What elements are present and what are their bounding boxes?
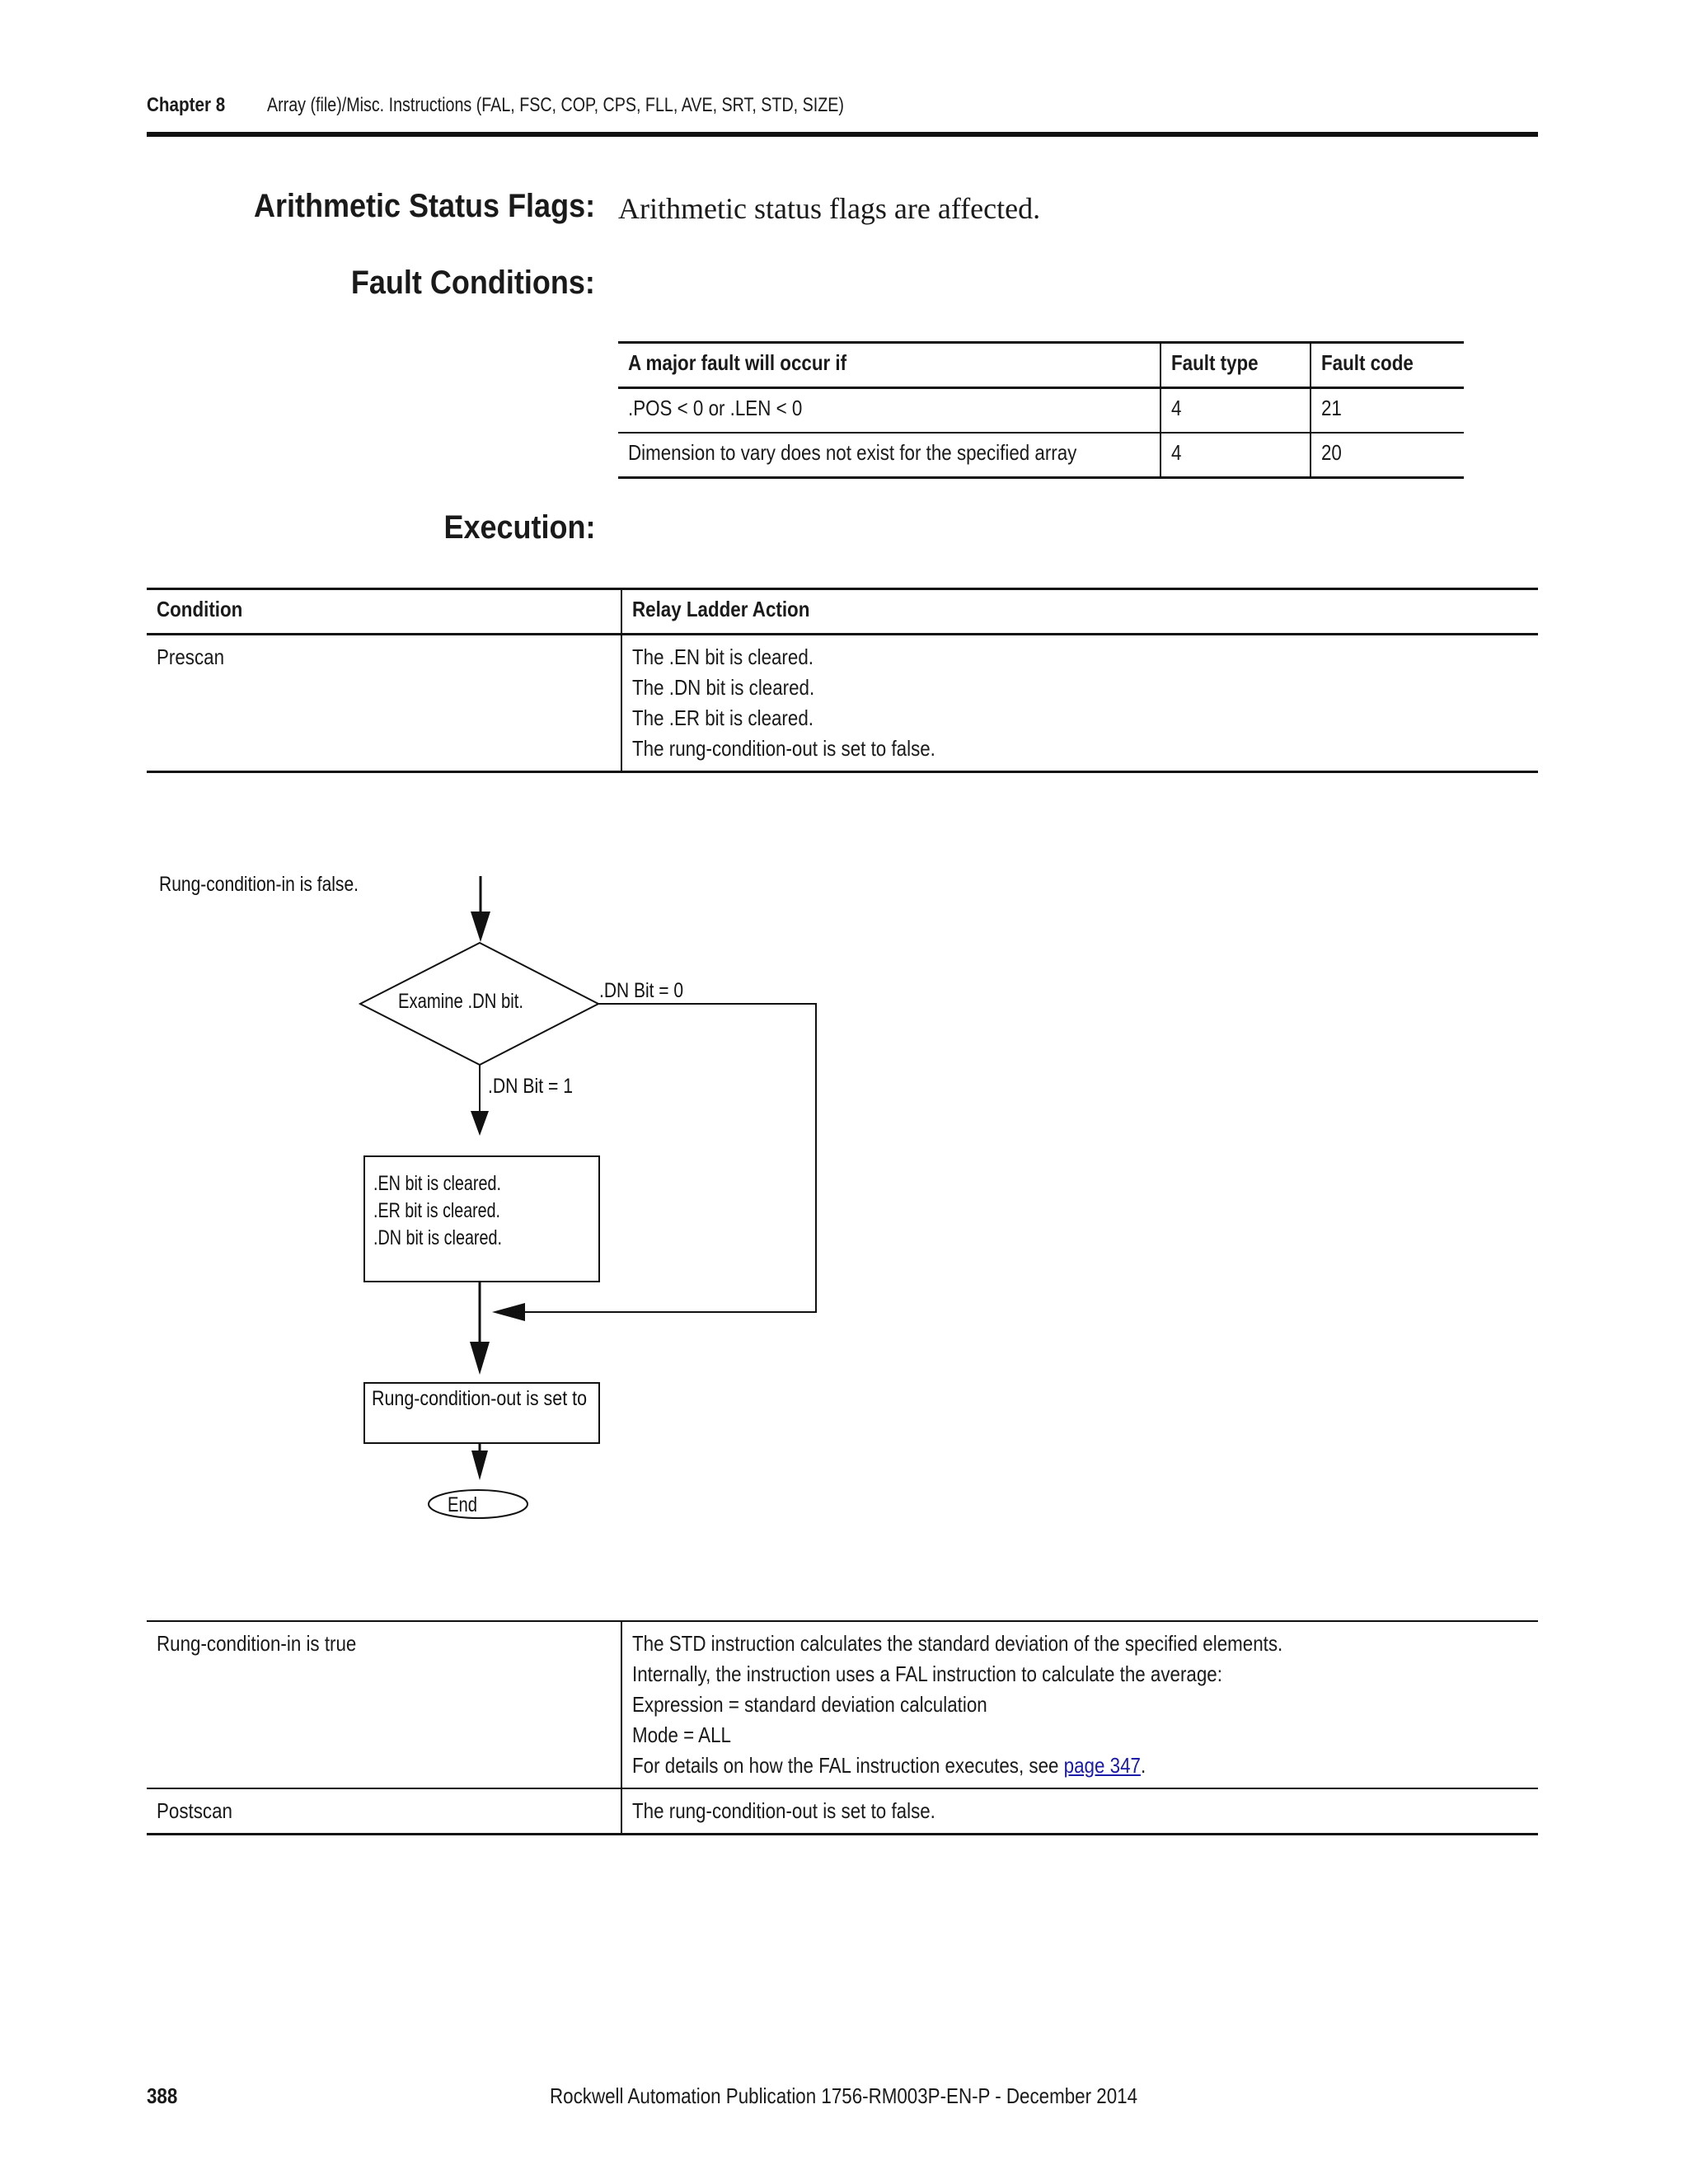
fault-col-header: A major fault will occur if (618, 343, 1160, 388)
table-row (147, 1621, 1538, 1788)
flow-branch-no: .DN Bit = 0 (599, 979, 683, 1002)
condition-cell: Postscan (157, 1798, 232, 1823)
execution-heading: Execution: (443, 509, 595, 546)
arrowhead-icon (471, 1111, 489, 1136)
flow-start-label: Rung-condition-in is false. (159, 873, 359, 896)
flow-end-terminator (429, 1490, 528, 1518)
condition-cell: Prescan (157, 644, 225, 669)
page-347-link[interactable]: page 347 (1063, 1753, 1141, 1778)
fault-col-header: Fault code (1311, 343, 1464, 388)
fault-cell: .POS < 0 or .LEN < 0 (618, 388, 1160, 434)
arrowhead-icon (470, 1342, 490, 1375)
flow-output-label: Rung-condition-out is set to (372, 1387, 587, 1410)
fault-cell: 4 (1160, 388, 1311, 434)
flow-decision-label: Examine .DN bit. (398, 990, 523, 1013)
action-cell: The .EN bit is cleared. The .DN bit is cleared. The .ER bit is cleared. The rung-condition-out is set to false. (621, 635, 1538, 772)
details-text: For details on how the FAL instruction executes, see (632, 1753, 1064, 1778)
publication-info: Rockwell Automation Publication 1756-RM003P-EN-P - December 2014 (550, 2083, 1138, 2108)
arrowhead-icon (492, 1303, 525, 1321)
fault-col-header: Fault type (1160, 343, 1311, 388)
chapter-title: Array (file)/Misc. Instructions (FAL, FSC, COP, CPS, FLL, AVE, SRT, STD, SIZE) (267, 94, 844, 116)
page-number: 388 (147, 2083, 178, 2108)
fault-cell: 20 (1311, 433, 1464, 478)
action-cell: The rung-condition-out is set to false. (621, 1788, 1538, 1835)
table-row (147, 1788, 1538, 1835)
execution-table-continued (147, 1620, 1538, 1835)
details-suffix: . (1140, 1753, 1146, 1778)
chapter-label: Chapter 8 (147, 94, 226, 116)
arith-heading: Arithmetic Status Flags: (253, 188, 595, 224)
fault-cell: 4 (1160, 433, 1311, 478)
action-cell: The STD instruction calculates the standard deviation of the specified elements. Internally, the instruction uses a FAL instruction to calculate the average: Expression = standard deviation calculation Mode = ALL For details on how the FAL instruction executes, see page 347. (621, 1621, 1538, 1788)
fault-heading: Fault Conditions: (351, 265, 595, 301)
flow-process-line: .ER bit is cleared. (373, 1199, 500, 1222)
flow-process-line: .DN bit is cleared. (373, 1226, 502, 1249)
arrowhead-icon (471, 1451, 488, 1480)
arith-text: Arithmetic status flags are affected. (618, 192, 1041, 225)
flow-process-line: .EN bit is cleared. (373, 1172, 501, 1195)
fault-cell: 21 (1311, 388, 1464, 434)
execution-col-header: Relay Ladder Action (621, 589, 1538, 635)
arrowhead-icon (471, 912, 490, 942)
condition-cell: Rung-condition-in is true (147, 1621, 621, 1788)
fault-cell: Dimension to vary does not exist for the specified array (628, 440, 1077, 465)
flow-branch-yes: .DN Bit = 1 (488, 1075, 573, 1098)
flow-end-label: End (448, 1493, 477, 1516)
execution-col-header: Condition (147, 589, 621, 635)
